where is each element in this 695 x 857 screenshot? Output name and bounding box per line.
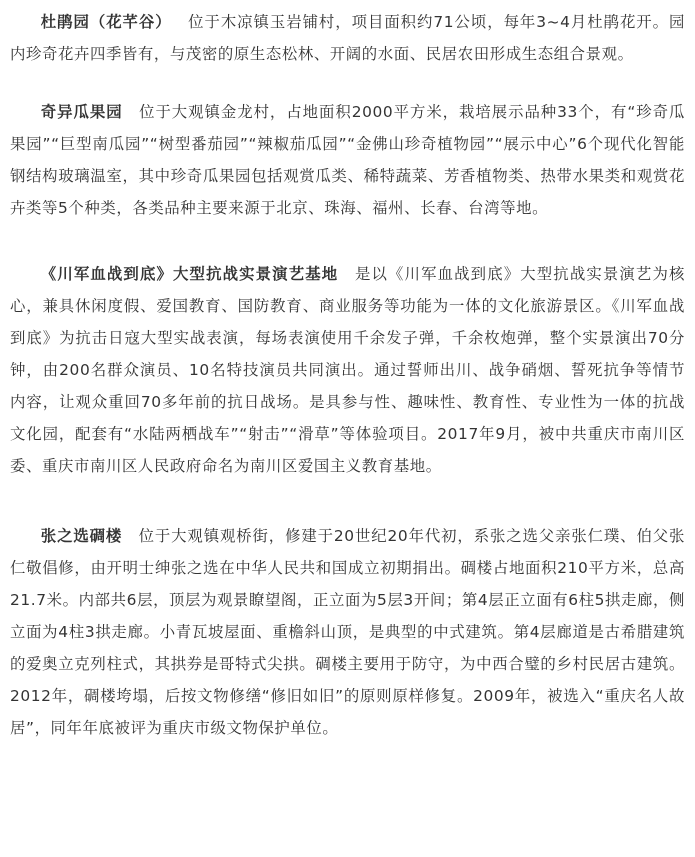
paragraph-war-performance-base (10, 258, 685, 482)
paragraph-body: 位于大观镇金龙村，占地面积2000平方米，栽培展示品种33个，有“珍奇瓜果园”“巨型南瓜园”“树型番茄园”“辣椒茄瓜园”“金佛山珍奇植物园”“展示中心”6个现代化智能钢结构玻璃温室，其中珍奇瓜果园包括观赏瓜类、稀特蔬菜、芳香植物类、热带水果类和观赏花卉类等5个种类，各类品种主要来源于北京、珠海、福州、长春、台湾等地。 (10, 103, 685, 217)
paragraph-title: 奇异瓜果园 (40, 103, 123, 121)
paragraph-body: 位于大观镇观桥街，修建于20世纪20年代初，系张之选父亲张仁璞、伯父张仁敬倡修，由开明士绅张之选在中华人民共和国成立初期捐出。碉楼占地面积210平方米，总高21.7米。内部共6层，顶层为观景瞭望阁，正立面为5层3开间；第4层正立面有6柱5拱走廊，侧立面为4柱3拱走廊。小青瓦坡屋面、重檐斜山顶，是典型的中式建筑。第4层廊道是古希腊建筑的爱奥立克列柱式，其拱券是哥特式尖拱。碉楼主要用于防守，为中西合璧的乡村民居古建筑。2012年，碉楼垮塌，后按文物修缮“修旧如旧”的原则原样修复。2009年，被选入“重庆名人故居”，同年年底被评为重庆市级文物保护单位。 (10, 527, 685, 737)
paragraph-title: 张之选碉楼 (40, 527, 123, 545)
paragraph-watchtower (10, 520, 685, 744)
paragraph-dujuan-garden (10, 6, 685, 70)
article (10, 6, 685, 744)
paragraph-body: 是以《川军血战到底》大型抗战实景演艺为核心，兼具休闲度假、爱国教育、国防教育、商业服务等功能为一体的文化旅游景区。《川军血战到底》为抗击日寇大型实战表演，每场表演使用千余发子弹，千余枚炮弹，整个实景演出70分钟，由200名群众演员、10名特技演员共同演出。通过誓师出川、战争硝烟、誓死抗争等情节内容，让观众重回70多年前的抗日战场。是具参与性、趣味性、教育性、专业性为一体的抗战文化园，配套有“水陆两栖战车”“射击”“滑草”等体验项目。2017年9月，被中共重庆市南川区委、重庆市南川区人民政府命名为南川区爱国主义教育基地。 (10, 265, 685, 475)
paragraph-fruit-garden (10, 96, 685, 224)
paragraph-title: 杜鹃园（花芊谷） (40, 13, 172, 31)
paragraph-title: 《川军血战到底》大型抗战实景演艺基地 (40, 265, 339, 283)
paragraph-body: 位于木凉镇玉岩铺村，项目面积约71公顷，每年3~4月杜鹃花开。园内珍奇花卉四季皆有，与茂密的原生态松林、开阔的水面、民居农田形成生态组合景观。 (10, 13, 685, 63)
